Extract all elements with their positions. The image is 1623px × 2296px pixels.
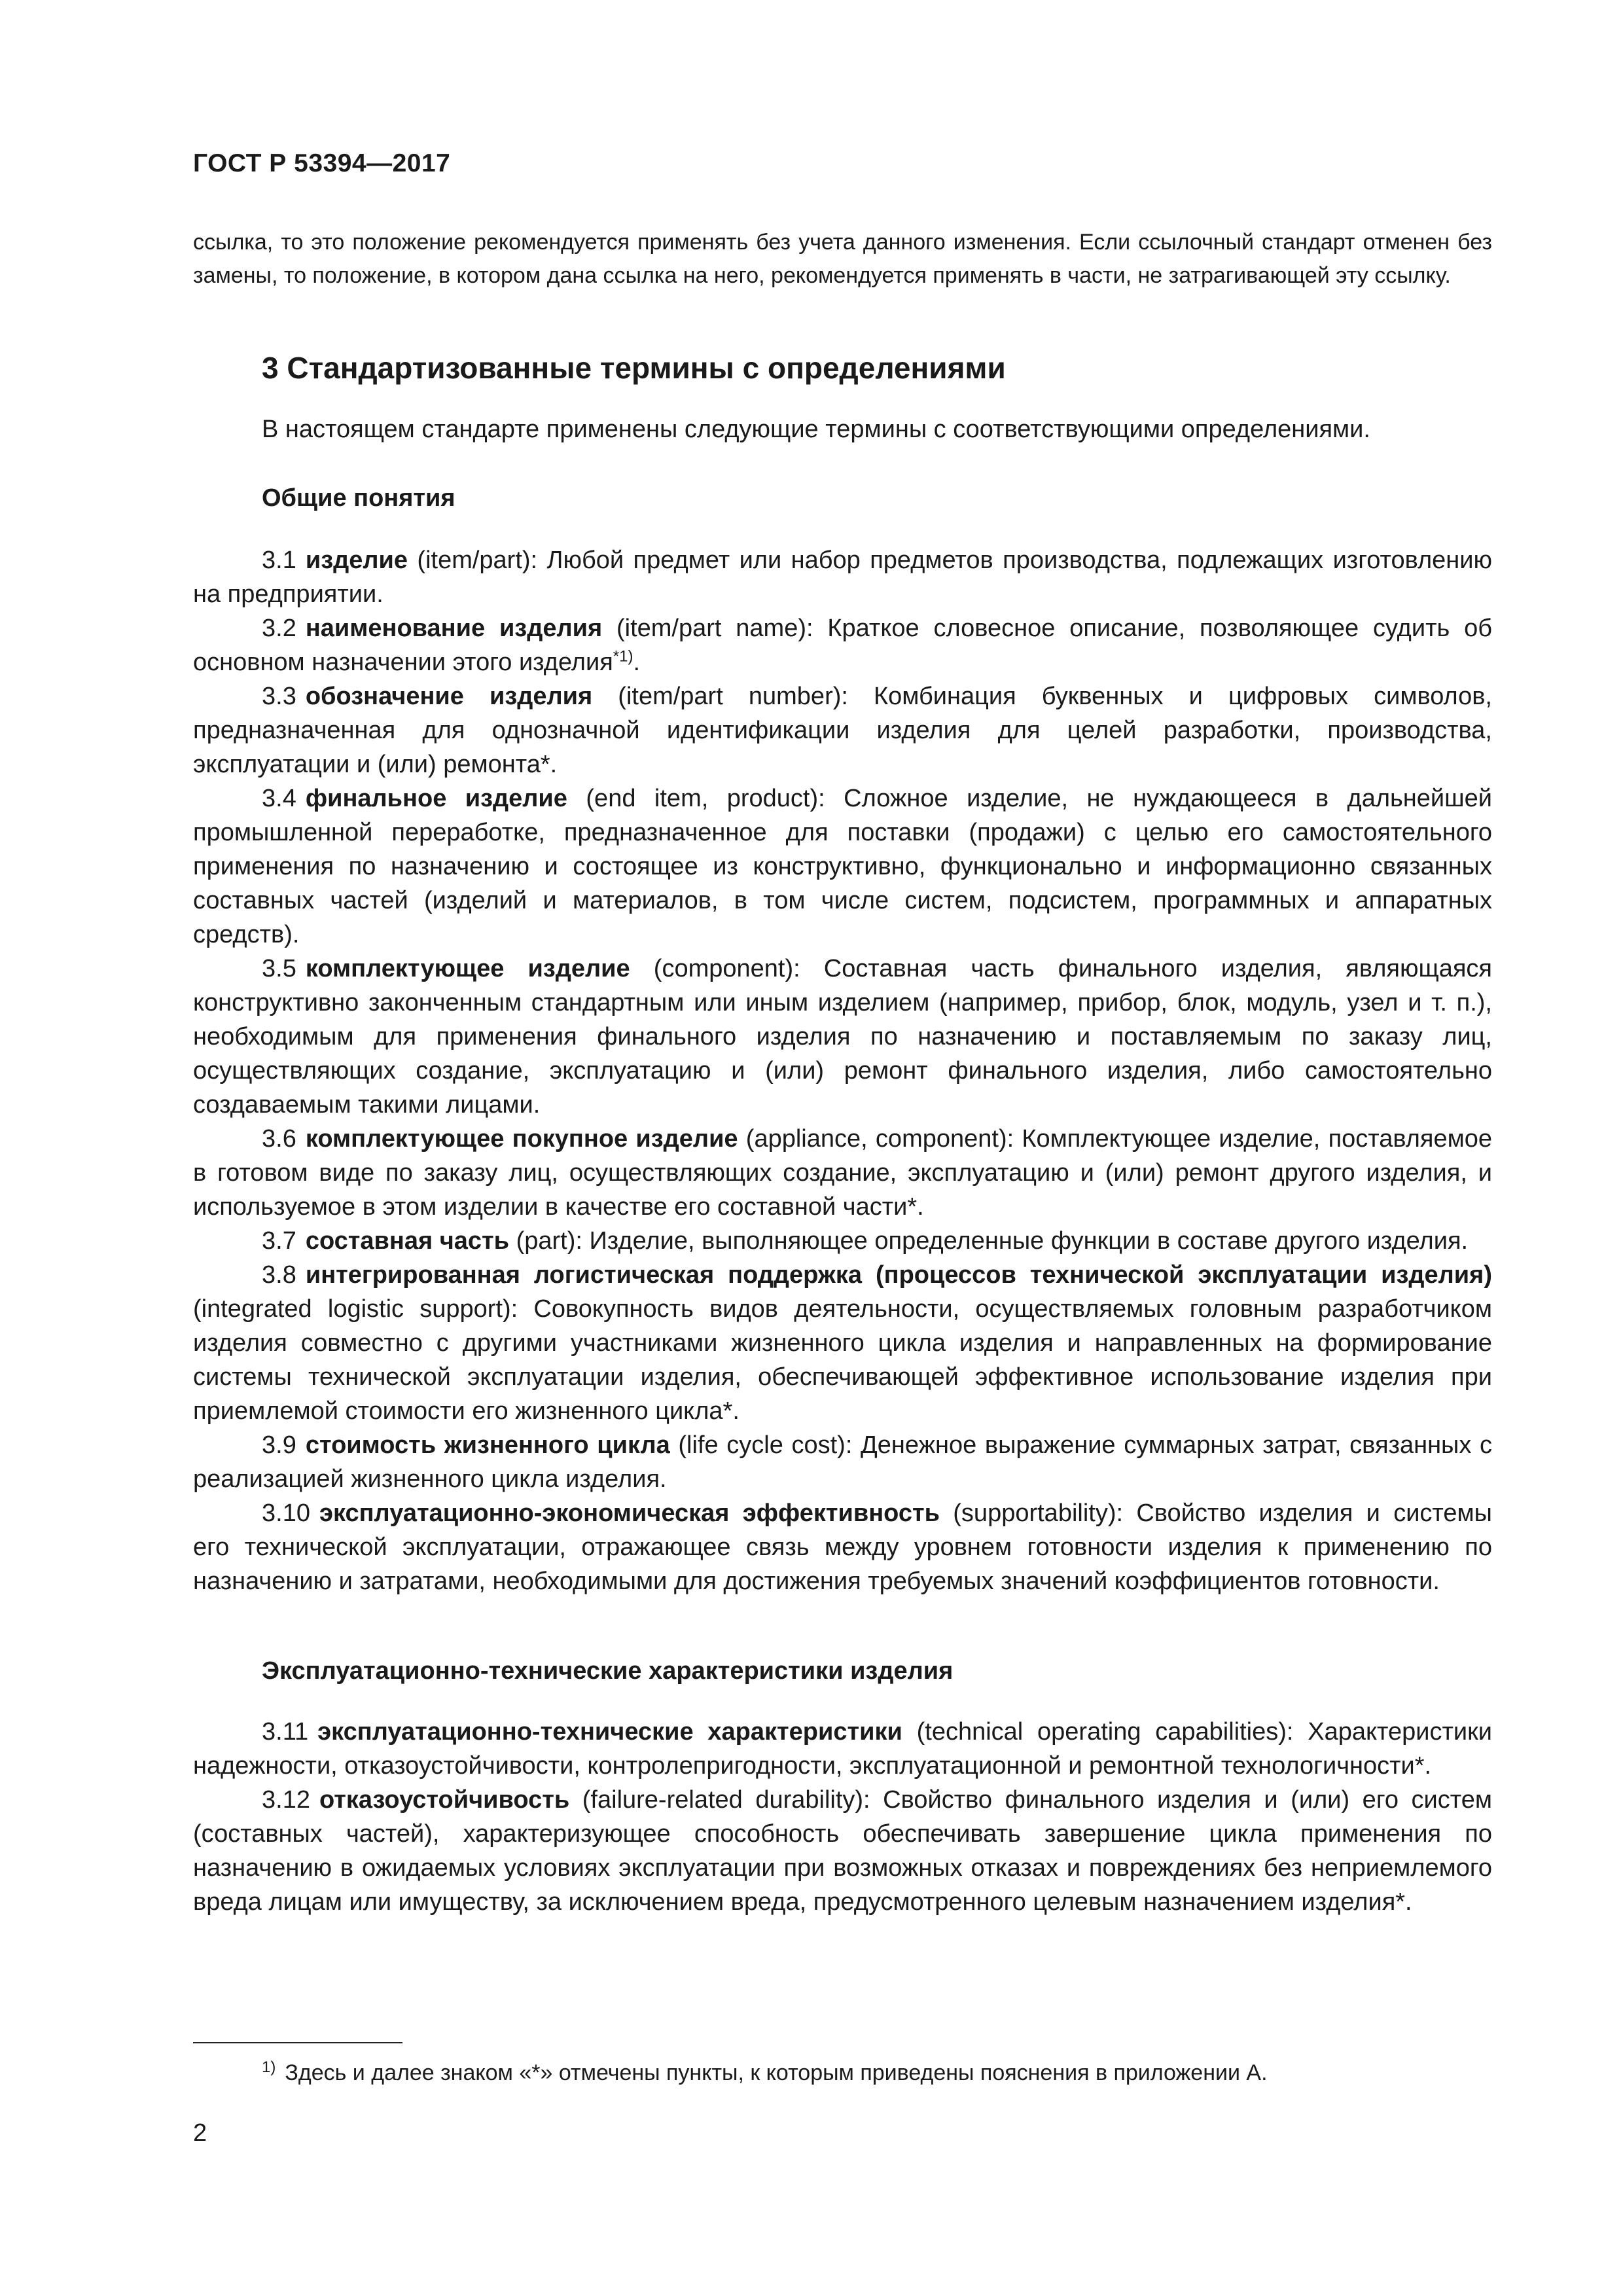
term-name: интегрированная логистическая поддержка (процессов технической эксплуатации изделия)	[305, 1261, 1492, 1289]
term-number: 3.9	[262, 1431, 296, 1459]
term-name: комплектующее изделие	[305, 955, 630, 982]
term-number: 3.8	[262, 1261, 296, 1289]
intro-paragraph: ссылка, то это положение рекомендуется применять без учета данного изменения. Если ссылочный стандарт отменен без замены, то положение, в котором дана ссылка на него, рекомендуется применять в части, не затрагивающей эту ссылку.	[193, 230, 1492, 288]
term-name: эксплуатационно-технические характеристики	[317, 1718, 902, 1746]
term-definition: (component): Составная часть финального изделия, являющаяся конструктивно законченным стандартным или иным изделием (например, прибор, блок, модуль, узел и т. п.), необходимым для применения финального изделия по назначению и поставляемым по заказу лиц, осуществляющих создание, эксплуатацию и (или) ремонт финального изделия, либо самостоятельно создаваемым такими лицами.	[193, 955, 1492, 1119]
term-number: 3.4	[262, 785, 296, 812]
term-tail: .	[633, 649, 641, 676]
group-heading-general: Общие понятия	[262, 484, 455, 512]
term-number: 3.7	[262, 1227, 296, 1255]
page-number: 2	[193, 2119, 207, 2147]
term-number: 3.10	[262, 1499, 310, 1527]
term-definition: (part): Изделие, выполняющее определенные функции в составе другого изделия.	[509, 1227, 1469, 1255]
footnote-text: Здесь и далее знаком «*» отмечены пункты, к которым приведены пояснения в приложении А.	[285, 2060, 1268, 2085]
term-entry	[193, 952, 1492, 1122]
term-number: 3.12	[262, 1786, 310, 1814]
term-name: отказоустойчивость	[319, 1786, 570, 1814]
footnote-divider	[193, 2042, 402, 2043]
section-lead: В настоящем стандарте применены следующие термины с соответствующими определениями.	[262, 416, 1370, 443]
term-entry	[193, 543, 1492, 611]
footnote-marker: 1)	[262, 2058, 276, 2076]
term-entry	[193, 679, 1492, 781]
term-entry	[193, 1428, 1492, 1496]
term-name: финальное изделие	[305, 785, 567, 812]
term-name: наименование изделия	[305, 615, 603, 642]
term-name: эксплуатационно-экономическая эффективность	[319, 1499, 940, 1527]
term-number: 3.11	[262, 1718, 309, 1746]
term-number: 3.3	[262, 683, 296, 710]
term-name: комплектующее покупное изделие	[305, 1125, 738, 1153]
term-entry	[193, 1715, 1492, 1783]
term-number: 3.6	[262, 1125, 296, 1153]
term-name: составная часть	[305, 1227, 510, 1255]
term-entry	[193, 1783, 1492, 1919]
term-definition: (item/part number): Комбинация буквенных и цифровых символов, предназначенная для однозначной идентификации изделия для целей разработки, производства, эксплуатации и (или) ремонта*.	[193, 683, 1492, 778]
term-name: стоимость жизненного цикла	[305, 1431, 670, 1459]
term-definition: (appliance, component): Комплектующее изделие, поставляемое в готовом виде по заказу лиц, осуществляющих создание, эксплуатацию и (или) ремонт другого изделия, и используемое в этом изделии в качестве его составной части*.	[193, 1125, 1493, 1221]
term-definition: (technical operating capabilities): Характеристики надежности, отказоустойчивости, контролепригодности, эксплуатационной и ремонтной технологичности*.	[193, 1718, 1492, 1780]
term-list-general	[193, 543, 1492, 1598]
footnote-reference: *1)	[613, 647, 633, 666]
term-definition: (item/part name): Краткое словесное описание, позволяющее судить об основном назначении этого изделия	[193, 615, 1493, 676]
document-header: ГОСТ Р 53394—2017	[193, 149, 451, 177]
term-number: 3.1	[262, 547, 296, 574]
term-number: 3.5	[262, 955, 296, 982]
term-entry	[193, 781, 1492, 952]
term-definition: (end item, product): Сложное изделие, не нуждающееся в дальнейшей промышленной переработке, предназначенное для поставки (продажи) с целью его самостоятельного применения по назначению и состоящее из конструктивно, функционально и информационно связанных составных частей (изделий и материалов, в том числе систем, подсистем, программных и аппаратных средств).	[193, 785, 1492, 948]
term-entry	[193, 1496, 1492, 1598]
term-definition: (integrated logistic support): Совокупность видов деятельности, осуществляемых головным разработчиком изделия совместно с другими участниками жизненного цикла изделия и направленных на формирование системы технической эксплуатации изделия, обеспечивающей эффективное использование изделия при приемлемой стоимости его жизненного цикла*.	[193, 1295, 1492, 1425]
term-name: обозначение изделия	[305, 683, 593, 710]
term-definition: (supportability): Свойство изделия и системы его технической эксплуатации, отражающее связь между уровнем готовности изделия к применению по назначению и затратами, необходимыми для достижения требуемых значений коэффициентов готовности.	[193, 1499, 1492, 1595]
term-entry	[193, 1122, 1492, 1224]
term-list-operational	[193, 1715, 1492, 1919]
term-entry	[193, 1258, 1492, 1428]
term-definition: (item/part): Любой предмет или набор предметов производства, подлежащих изготовлению на предприятии.	[193, 547, 1492, 608]
term-name: изделие	[305, 547, 408, 574]
footnote	[262, 2060, 1268, 2086]
term-entry	[193, 611, 1492, 679]
group-heading-operational: Эксплуатационно-технические характеристики изделия	[262, 1657, 954, 1685]
term-entry	[193, 1224, 1492, 1258]
term-definition: (life cycle cost): Денежное выражение суммарных затрат, связанных с реализацией жизненного цикла изделия.	[193, 1431, 1492, 1493]
section-title: 3 Стандартизованные термины с определениями	[262, 351, 1006, 385]
term-number: 3.2	[262, 615, 296, 642]
term-definition: (failure-related durability): Свойство финального изделия и (или) его систем (составных частей), характеризующее способность обеспечивать завершение цикла применения по назначению в ожидаемых условиях эксплуатации при возможных отказах и повреждениях без неприемлемого вреда лицам или имуществу, за исключением вреда, предусмотренного целевым назначением изделия*.	[193, 1786, 1492, 1916]
